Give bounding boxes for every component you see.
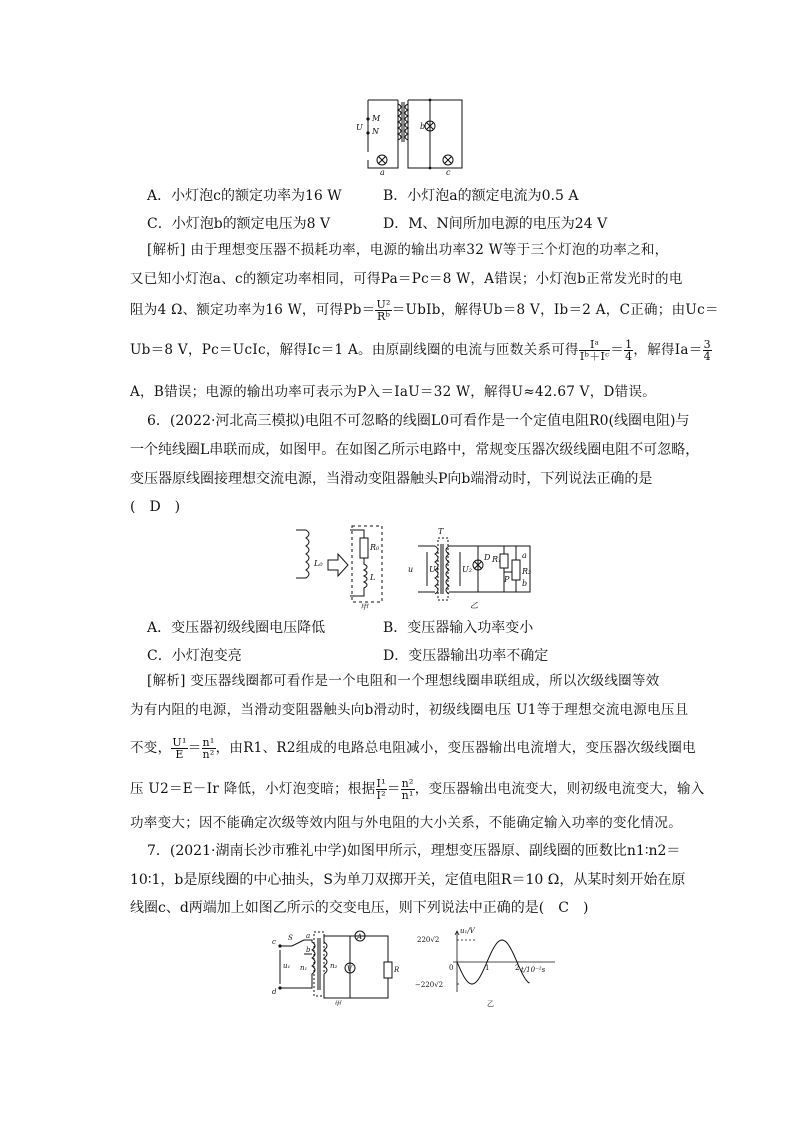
label-ammeter: A xyxy=(357,933,363,941)
label-R0: R₀ xyxy=(370,543,380,552)
data-point xyxy=(528,982,529,983)
label-b: b xyxy=(522,579,528,588)
equals-sign: ＝ xyxy=(610,342,625,358)
label-M: M xyxy=(372,114,381,123)
data-point xyxy=(501,939,502,940)
label-b: b xyxy=(420,122,426,131)
figure-q7-circuit xyxy=(270,928,410,1006)
q6-analysis-line-5: 功率变大；因不能确定次级等效内阻与外电阻的大小关系，不能确定输入功率的变化情况。 xyxy=(130,815,682,831)
q5-analysis-line-4-text-a: Ub＝8 V，Pc＝UcIc，解得Ic＝1 A。由原副线圈的电流与匝数关系可得 xyxy=(130,342,579,358)
label-D: D xyxy=(484,553,491,562)
fraction-i1-over-i2 xyxy=(376,778,387,801)
label-u: u xyxy=(408,565,414,574)
label-a: a xyxy=(522,551,527,560)
label-voltmeter: V xyxy=(347,965,353,973)
label-U: U xyxy=(356,123,363,132)
q5-option-d: D．M、N间所加电源的电压为24 V xyxy=(383,216,608,232)
label-yi: 乙 xyxy=(487,1000,494,1008)
q6-option-a: A．变压器初级线圈电压降低 xyxy=(147,620,326,636)
fraction-numerator: U¹ xyxy=(172,736,187,749)
fraction-numerator: 3 xyxy=(703,338,711,351)
fraction-denominator: I² xyxy=(376,789,386,802)
q6-answer: ( D ) xyxy=(130,499,181,515)
label-L: L xyxy=(370,573,376,582)
q6-analysis-line-4-text-a: 压 U2＝E－Ir 降低，小灯泡变暗；根据 xyxy=(130,781,376,797)
q5-analysis-line-4-text-b: ，解得Ia＝ xyxy=(633,342,703,358)
label-n2: n₂ xyxy=(330,962,338,970)
fraction-u-over-r xyxy=(375,299,391,322)
fraction-numerator: I¹ xyxy=(376,777,386,790)
y-tick-label: 0 xyxy=(449,964,454,972)
fraction-numerator: n² xyxy=(401,777,414,790)
label-n1: n₁ xyxy=(300,964,308,972)
q6-stem-line-2: 一个纯线圈L串联而成，如图甲。在如图乙所示电路中，常规变压器次级线圈电阻不可忽略， xyxy=(130,442,700,458)
q6-option-c: C．小灯泡变亮 xyxy=(147,648,242,664)
q6-analysis-line-3-text-a: 不变， xyxy=(130,740,172,756)
data-point xyxy=(486,961,487,962)
fraction-numerator: n¹ xyxy=(202,736,215,749)
figure-transformer-three-bulbs xyxy=(350,94,470,176)
q6-stem-line-1: 6．(2022·河北高三模拟)电阻不可忽略的线圈L0可看作是一个定值电阻R0(线圈电阻)与 xyxy=(147,413,690,429)
label-U2: U₂ xyxy=(462,565,472,574)
label-jia: 甲 xyxy=(360,603,368,610)
fraction-u1-over-e xyxy=(171,737,187,760)
fraction-denominator: 4 xyxy=(703,350,711,363)
q5-analysis-line-3-text-a: 阻为4 Ω、额定功率为16 W，可得Pb＝ xyxy=(130,302,376,318)
label-b: b xyxy=(306,946,311,954)
q7-stem-line-2: 10∶1，b是原线圈的中心抽头，S为单刀双掷开关，定值电阻R＝10 Ω，从某时刻开始在原 xyxy=(130,872,686,888)
data-point xyxy=(516,961,517,962)
fraction-three-quarters xyxy=(703,339,712,362)
figure-coil-circuit xyxy=(290,520,550,610)
q5-analysis-line-3-text-b: ＝UbIb，解得Ub＝8 V，Ib＝2 A，C正确；由Uc＝ xyxy=(391,302,719,318)
data-point xyxy=(471,983,472,984)
q6-option-d: D．变压器输出功率不确定 xyxy=(383,648,549,664)
label-L0: L₀ xyxy=(314,559,323,568)
q6-analysis-line-4-text-b: ，变压器输出电流变大，则初级电流变大，输入 xyxy=(414,781,705,797)
x-tick-label: 1 xyxy=(485,964,490,972)
label-c: c xyxy=(272,938,276,946)
y-tick-label: −220√2 xyxy=(415,981,444,989)
q6-analysis-line-1: [解析] 变压器线圈都可看作是一个电阻和一个理想线圈串联组成，所以次级线圈等效 xyxy=(147,673,660,689)
y-axis-label: u₁/V xyxy=(460,927,475,935)
label-yi: 乙 xyxy=(470,601,478,610)
fraction-denominator: n¹ xyxy=(401,789,414,802)
fraction-n2-over-n1 xyxy=(401,778,415,801)
label-R: R xyxy=(394,966,400,974)
label-jia: 甲 xyxy=(334,1000,341,1006)
label-u1: u₁ xyxy=(283,962,291,970)
q6-analysis-line-2: 为有内阻的电源，当滑动变阻器触头向b滑动时，初级线圈电压 U1等于理想交流电源电压且 xyxy=(130,702,689,718)
q5-option-b: B．小灯泡a的额定电流为0.5 A xyxy=(383,188,579,204)
label-a: a xyxy=(380,168,385,176)
fraction-numerator: Iᵃ xyxy=(579,339,610,351)
label-c: c xyxy=(446,168,451,176)
fraction-denominator: E xyxy=(175,748,184,761)
q5-option-a: A．小灯泡c的额定功率为16 W xyxy=(147,188,342,204)
x-tick-label: 2 xyxy=(515,964,520,972)
q6-analysis-line-4 xyxy=(130,777,705,802)
equals-sign: ＝ xyxy=(386,781,401,797)
q5-analysis-line-3 xyxy=(130,298,719,323)
q6-analysis-line-3-text-b: ，由R1、R2组成的电路总电阻减小，变压器输出电流增大，变压器次级线圈电 xyxy=(215,740,696,756)
equals-sign: ＝ xyxy=(187,740,202,756)
y-tick-label: 220√2 xyxy=(417,936,440,944)
x-axis-label: t/10⁻²s xyxy=(521,966,546,974)
fraction-numerator: U² xyxy=(376,298,391,311)
q5-analysis-line-4 xyxy=(130,338,711,363)
label-a: a xyxy=(306,932,311,940)
q6-option-b: B．变压器输入功率变小 xyxy=(383,620,534,636)
label-d: d xyxy=(272,988,277,996)
label-P: P xyxy=(504,575,510,584)
q7-stem-line-1: 7．(2021·湖南长沙市雅礼中学)如图甲所示，理想变压器原、副线圈的匝数比n1∶n2＝ xyxy=(147,843,681,859)
q6-stem-line-3: 变压器原线圈接理想交流电源，当滑动变阻器触头P向b端滑动时，下列说法正确的是 xyxy=(130,471,653,487)
fraction-denominator: n² xyxy=(202,748,215,761)
label-T: T xyxy=(438,527,444,536)
fraction-n1-over-n2 xyxy=(202,737,216,760)
fraction-one-quarter xyxy=(624,339,633,362)
fraction-denominator: Rᵇ xyxy=(376,310,391,323)
q7-stem-line-3: 线圈c、d两端加上如图乙所示的交变电压，则下列说法中正确的是( C ) xyxy=(130,900,589,916)
q5-analysis-line-1: [解析] 由于理想变压器不损耗功率，电源的输出功率32 W等于三个灯泡的功率之和， xyxy=(147,242,669,258)
fraction-denominator: Iᵇ＋Iᶜ xyxy=(579,350,610,363)
label-R2: R₂ xyxy=(522,567,532,576)
fraction-current-ratio xyxy=(579,339,610,362)
fraction-numerator: 1 xyxy=(625,338,633,351)
data-point xyxy=(456,961,457,962)
q5-analysis-line-2: 又已知小灯泡a、c的额定功率相同，可得Pa＝Pc＝8 W，A错误；小灯泡b正常发光时的电 xyxy=(130,271,683,287)
label-S: S xyxy=(288,934,293,942)
label-R1: R₁ xyxy=(492,555,502,564)
label-U1: U₁ xyxy=(429,565,439,574)
fraction-denominator: 4 xyxy=(625,350,633,363)
q5-option-c: C．小灯泡b的额定电压为8 V xyxy=(147,216,331,232)
q6-analysis-line-3 xyxy=(130,736,696,761)
q5-analysis-line-5: A，B错误；电源的输出功率可表示为P入＝IaU＝32 W，解得U≈42.67 V，D错误。 xyxy=(130,384,657,400)
figure-q7-waveform xyxy=(415,926,565,1008)
label-N: N xyxy=(372,127,379,136)
